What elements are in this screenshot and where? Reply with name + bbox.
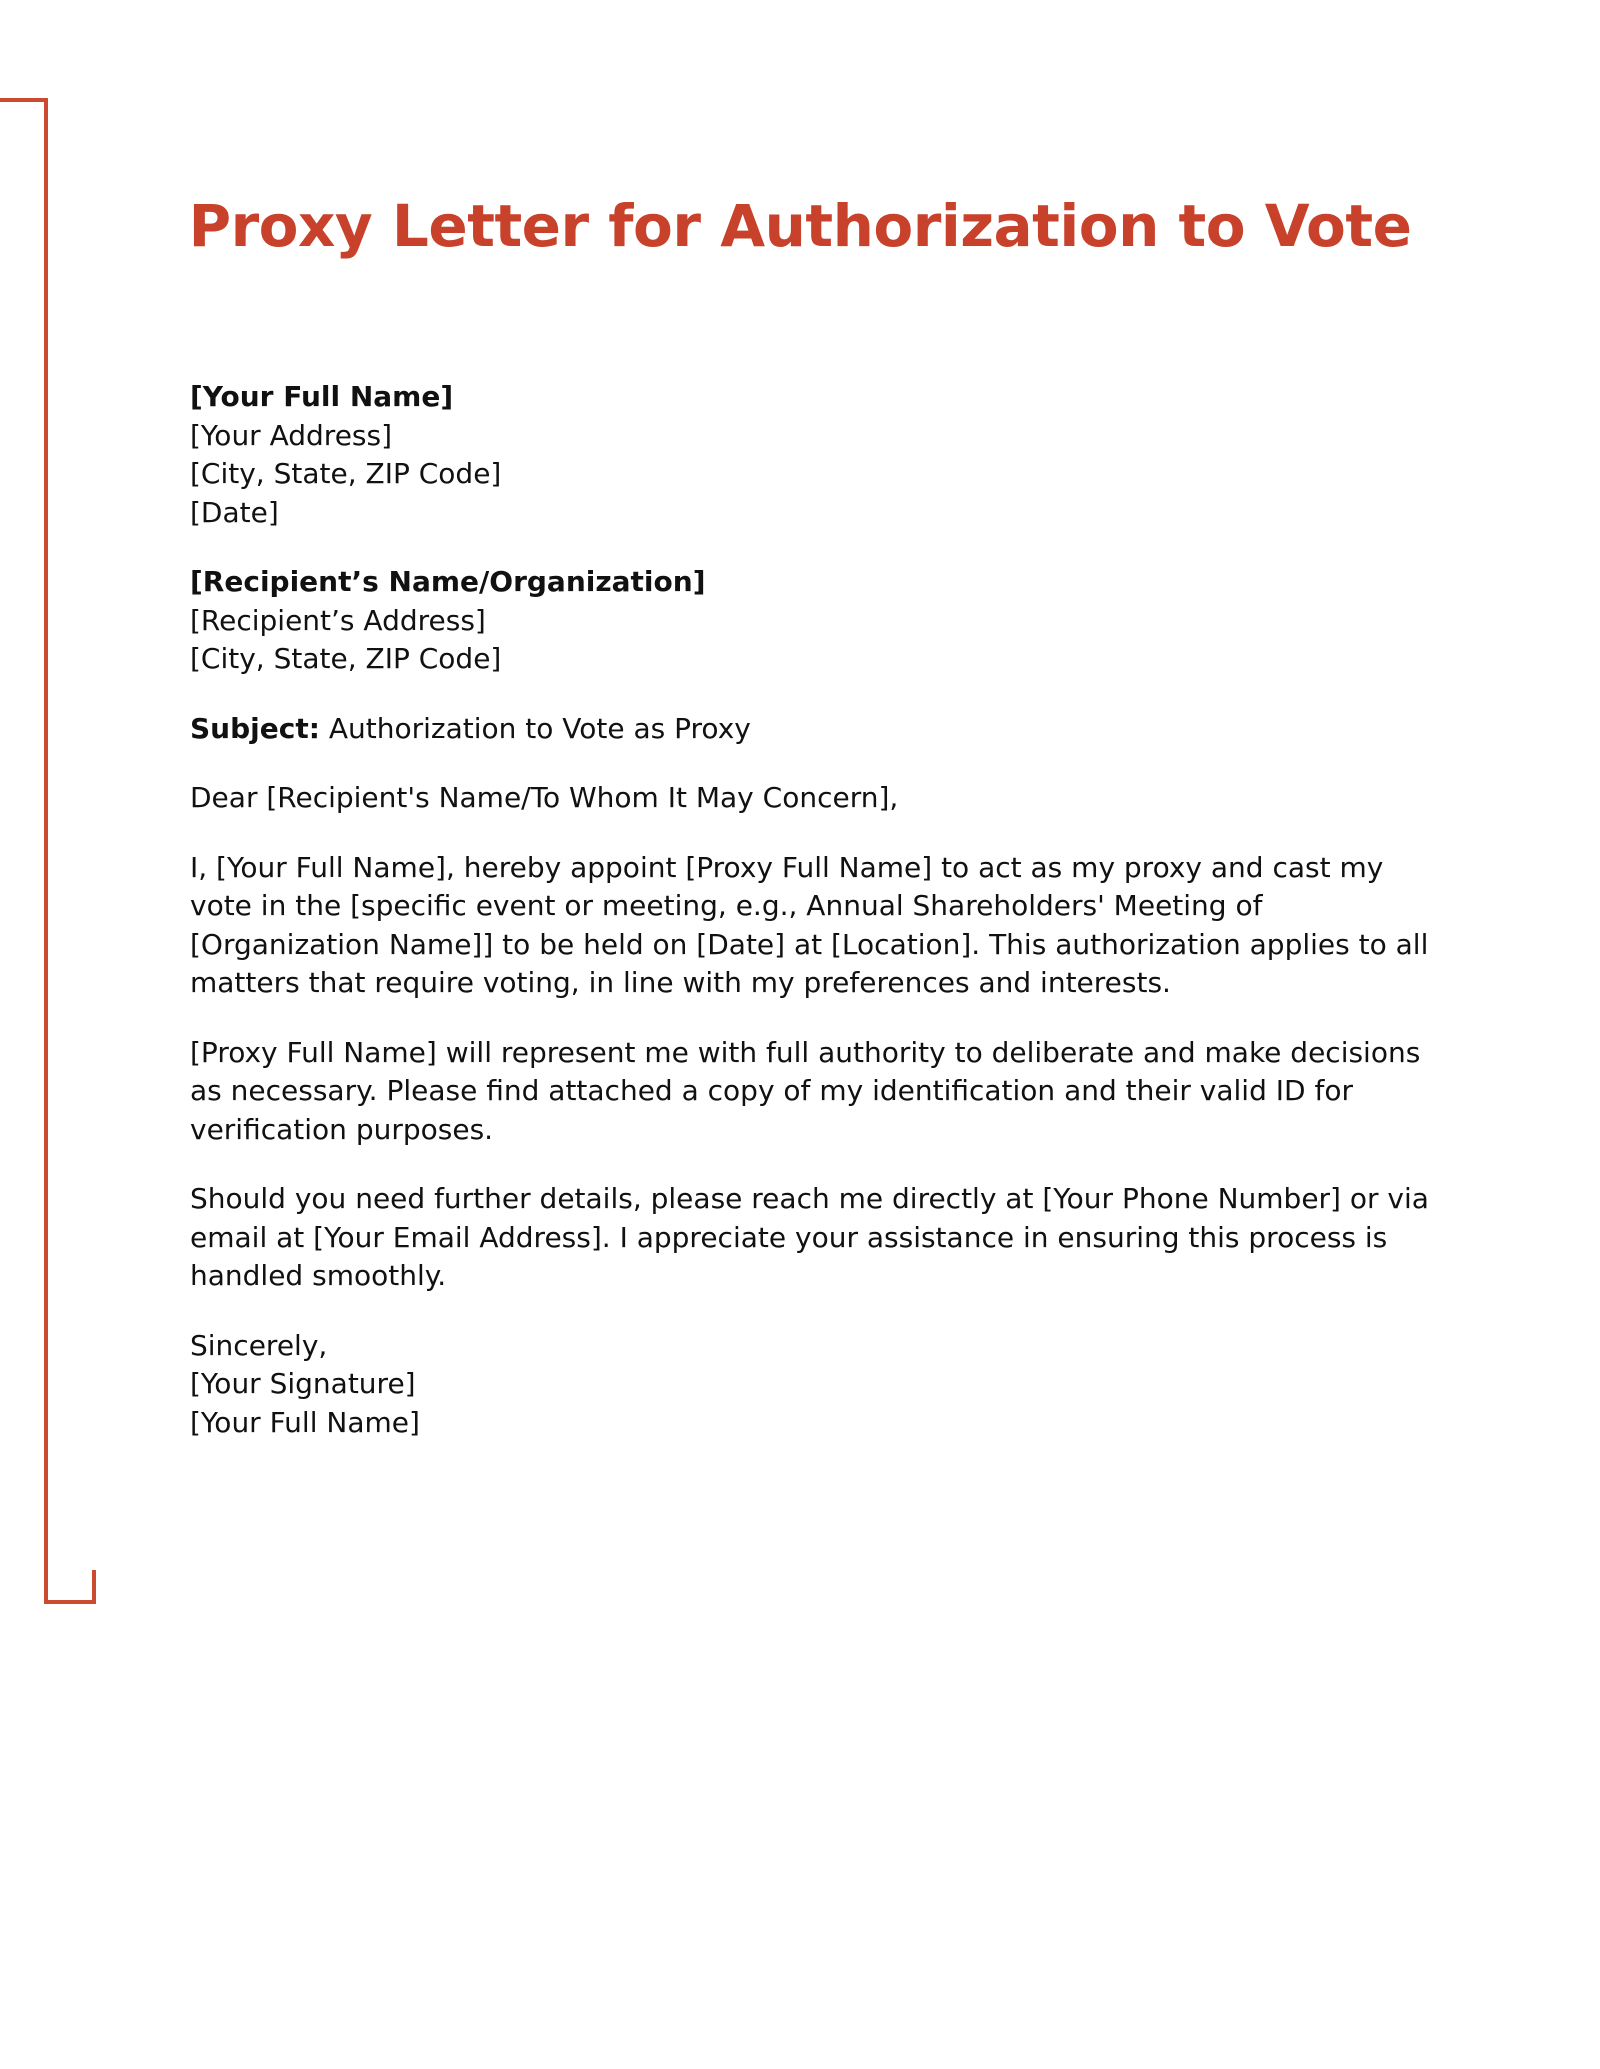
sender-address: [Your Address]	[190, 418, 393, 452]
decorative-bracket-vertical	[44, 98, 48, 1604]
body-paragraph-1: I, [Your Full Name], hereby appoint [Proxy Full Name] to act as my proxy and cast my vote in the [specific event or meeting, e.g., Annual Shareholders' Meeting of [Organization Name]] to be held on [Date] at [Location]. This authorization applies to all matters that require voting, in line with my preferences and interests.	[190, 850, 1429, 999]
recipient-name: [Recipient’s Name/Organization]	[190, 565, 706, 598]
decorative-bracket-tick	[92, 1570, 96, 1604]
closing-block	[190, 1327, 1430, 1443]
sender-date: [Date]	[190, 495, 279, 529]
subject-line	[190, 710, 1430, 749]
recipient-city-state-zip: [City, State, ZIP Code]	[190, 642, 502, 675]
sender-city-state-zip: [City, State, ZIP Code]	[190, 457, 502, 490]
subject-label: Subject:	[190, 711, 320, 745]
valediction: Sincerely,	[190, 1328, 328, 1362]
recipient-block	[190, 563, 1430, 679]
closing-name: [Your Full Name]	[190, 1405, 420, 1439]
salutation: Dear [Recipient's Name/To Whom It May Concern],	[190, 781, 899, 814]
recipient-address: [Recipient’s Address]	[190, 603, 486, 637]
letter-body	[190, 378, 1430, 1473]
sender-name: [Your Full Name]	[190, 380, 454, 413]
decorative-bracket-bottom	[44, 1600, 96, 1604]
body-paragraph-2: [Proxy Full Name] will represent me with full authority to deliberate and make decisions as necessary. Please find attached a copy of my identification and their valid ID for verification purposes.	[190, 1035, 1421, 1146]
decorative-bracket-top	[0, 98, 48, 102]
document-title: Proxy Letter for Authorization to Vote	[188, 192, 1412, 260]
sender-block	[190, 378, 1430, 532]
subject-text: Authorization to Vote as Proxy	[319, 711, 751, 745]
body-paragraph-3: Should you need further details, please reach me directly at [Your Phone Number] or via email at [Your Email Address]. I appreciate your assistance in ensuring this process is handled smoothly.	[190, 1182, 1429, 1292]
signature-placeholder: [Your Signature]	[190, 1367, 416, 1400]
